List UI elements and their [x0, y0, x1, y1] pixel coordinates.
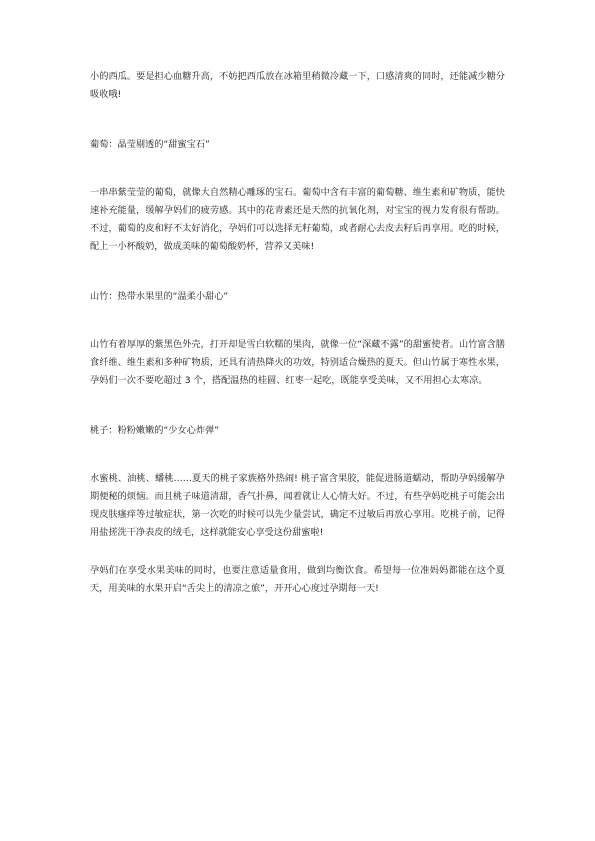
paragraph-mangosteen: 山竹有着厚厚的紫黑色外壳，打开却是雪白软糯的果肉，就像一位“深藏不露”的甜蜜使者。山竹富含膳食纤维、维生素和多种矿物质，还具有清热降火的功效，特别适合燥热的夏天。但山竹属于寒性水果，孕妈们一次不要吃超过 3 个，搭配温热的桂圆、红枣一起吃，既能享受美味，又不用担心太寒凉。 — [90, 339, 505, 386]
paragraph-watermelon-tip: 小的西瓜。要是担心血糖升高，不妨把西瓜放在冰箱里稍微冷藏一下，口感清爽的同时，还能减少糖分吸收哦! — [90, 71, 505, 100]
section-heading-grape: 葡萄：晶莹剔透的“甜蜜宝石” — [90, 139, 210, 150]
section-heading-peach: 桃子：粉粉嫩嫩的“少女心炸弹” — [90, 425, 219, 436]
article-body — [90, 68, 505, 598]
paragraph-grape: 一串串紫莹莹的葡萄，就像大自然精心雕琢的宝石。葡萄中含有丰富的葡萄糖、维生素和矿物质，能快速补充能量，缓解孕妈们的疲劳感。其中的花青素还是天然的抗氧化剂，对宝宝的视力发育很有帮助。不过，葡萄的皮和籽不太好消化，孕妈们可以选择无籽葡萄，或者耐心去皮去籽后再享用。吃的时候，配上一小杯酸奶，做成美味的葡萄酸奶杯，营养又美味! — [90, 187, 505, 252]
paragraph-conclusion: 孕妈们在享受水果美味的同时，也要注意适量食用，做到均衡饮食。希望每一位准妈妈都能在这个夏天，用美味的水果开启“舌尖上的清凉之旅”，开开心心度过孕期每一天! — [90, 565, 505, 594]
section-heading-mangosteen: 山竹：热带水果里的“温柔小甜心” — [90, 291, 229, 302]
paragraph-peach: 水蜜桃、油桃、蟠桃……夏天的桃子家族格外热闹! 桃子富含果胶，能促进肠道蠕动，帮助孕妈缓解孕期便秘的烦恼。而且桃子味道清甜，香气扑鼻，闻着就让人心情大好。不过，有些孕妈吃桃子可能会出现皮肤瘙痒等过敏症状，第一次吃的时候可以先少量尝试，确定不过敏后再放心享用。吃桃子前，记得用盐搓洗干净表皮的绒毛，这样就能安心享受这份甜蜜啦! — [90, 473, 505, 538]
